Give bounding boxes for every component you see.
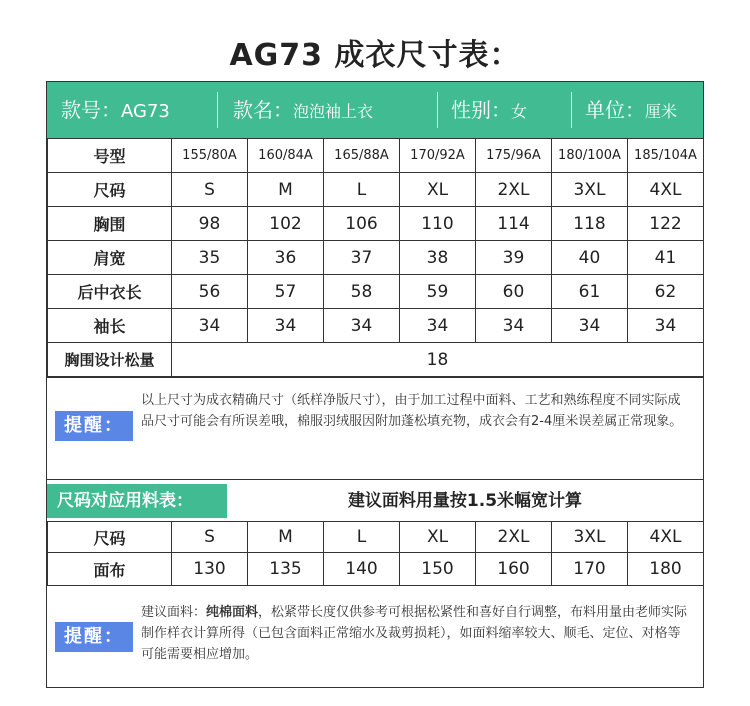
reminder-badge: 提醒： — [55, 411, 133, 441]
style-name — [233, 82, 373, 138]
style-name-label: 款名： — [233, 98, 293, 122]
fabric-cell: 150 — [400, 553, 476, 586]
fabric-cell: 180 — [628, 553, 704, 586]
style-no — [61, 82, 170, 138]
fabric-cell: 170 — [552, 553, 628, 586]
reminder-box — [47, 377, 703, 479]
header-divider — [571, 92, 572, 128]
size-cell: 3XL — [552, 173, 628, 207]
reminder-bold: 纯棉面料 — [206, 605, 259, 620]
table-cell: 37 — [324, 241, 400, 275]
info-header — [47, 82, 703, 138]
size-cell: 2XL — [476, 173, 552, 207]
table-row — [48, 309, 704, 343]
size-row — [48, 173, 704, 207]
fabric-size-cell: 3XL — [552, 522, 628, 553]
table-row — [48, 275, 704, 309]
unit — [585, 82, 677, 138]
fabric-value-row — [48, 553, 704, 586]
table-cell: 36 — [248, 241, 324, 275]
table-cell: 39 — [476, 241, 552, 275]
fabric-size-cell: XL — [400, 522, 476, 553]
reminder-text: 以上尺寸为成衣精确尺寸（纸样净版尺寸），由于加工过程中面料、工艺和熟练程度不同实际成品尺寸可能会有所误差哦，棉服羽绒服因附加蓬松填充物，成衣会有2-4厘米误差属正常现象。 — [141, 393, 683, 429]
fabric-size-row — [48, 522, 704, 553]
unit-label: 单位： — [585, 98, 645, 122]
table-cell: 102 — [248, 207, 324, 241]
table-cell: 34 — [400, 309, 476, 343]
table-row — [48, 241, 704, 275]
fabric-cell: 160 — [476, 553, 552, 586]
table-cell: 41 — [628, 241, 704, 275]
reminder-text — [141, 602, 693, 665]
gender — [451, 82, 527, 138]
size-chart-frame — [46, 81, 704, 688]
fabric-cell: 130 — [172, 553, 248, 586]
fabric-size-cell: L — [324, 522, 400, 553]
model-cell: 160/84A — [248, 139, 324, 173]
page-title: AG73 成衣尺寸表： — [229, 38, 521, 73]
ease-label: 胸围设计松量 — [48, 343, 172, 377]
gender-value: 女 — [511, 102, 528, 121]
model-cell: 165/88A — [324, 139, 400, 173]
table-cell: 34 — [552, 309, 628, 343]
table-cell: 40 — [552, 241, 628, 275]
fabric-section-bar — [47, 479, 703, 522]
reminder-prefix: 建议面料： — [141, 605, 207, 620]
table-cell: 122 — [628, 207, 704, 241]
table-cell: 114 — [476, 207, 552, 241]
table-cell: 57 — [248, 275, 324, 309]
table-cell: 59 — [400, 275, 476, 309]
fabric-label: 面布 — [48, 553, 172, 586]
table-cell: 61 — [552, 275, 628, 309]
fabric-size-cell: M — [248, 522, 324, 553]
table-cell: 34 — [172, 309, 248, 343]
size-cell: XL — [400, 173, 476, 207]
ease-row — [48, 343, 704, 377]
size-cell: 4XL — [628, 173, 704, 207]
size-table — [47, 138, 704, 377]
row-label: 后中衣长 — [48, 275, 172, 309]
row-label: 肩宽 — [48, 241, 172, 275]
table-cell: 60 — [476, 275, 552, 309]
header-divider — [437, 92, 438, 128]
table-cell: 118 — [552, 207, 628, 241]
row-label: 胸围 — [48, 207, 172, 241]
table-cell: 34 — [248, 309, 324, 343]
table-cell: 35 — [172, 241, 248, 275]
table-cell: 98 — [172, 207, 248, 241]
fabric-size-cell: 4XL — [628, 522, 704, 553]
table-row — [48, 207, 704, 241]
fabric-table — [47, 521, 704, 586]
fabric-cell: 140 — [324, 553, 400, 586]
table-cell: 110 — [400, 207, 476, 241]
size-cell: S — [172, 173, 248, 207]
table-cell: 56 — [172, 275, 248, 309]
fabric-section-label: 尺码对应用料表： — [47, 484, 227, 518]
model-cell: 180/100A — [552, 139, 628, 173]
fabric-size-label: 尺码 — [48, 522, 172, 553]
model-cell: 175/96A — [476, 139, 552, 173]
header-divider — [217, 92, 218, 128]
reminder-body: ，松紧带长度仅供参考可根据松紧性和喜好自行调整，布料用量由老师实际制作样衣计算所得（已包含面料正常缩水及裁剪损耗），如面料缩率较大、顺毛、定位、对格等可能需要相应增加。 — [141, 605, 688, 662]
fabric-cell: 135 — [248, 553, 324, 586]
table-cell: 62 — [628, 275, 704, 309]
table-cell: 34 — [628, 309, 704, 343]
reminder-box — [47, 585, 703, 687]
model-cell: 155/80A — [172, 139, 248, 173]
fabric-size-cell: 2XL — [476, 522, 552, 553]
style-no-value: AG73 — [121, 101, 170, 122]
ease-value: 18 — [172, 343, 704, 377]
row-label: 袖长 — [48, 309, 172, 343]
table-cell: 58 — [324, 275, 400, 309]
model-label: 号型 — [48, 139, 172, 173]
gender-label: 性别： — [451, 98, 511, 122]
fabric-section-title: 建议面料用量按1.5米幅宽计算 — [347, 491, 583, 511]
model-row — [48, 139, 704, 173]
model-cell: 185/104A — [628, 139, 704, 173]
size-cell: M — [248, 173, 324, 207]
reminder-badge: 提醒： — [55, 622, 133, 652]
table-cell: 106 — [324, 207, 400, 241]
unit-value: 厘米 — [645, 102, 678, 121]
style-no-label: 款号： — [61, 98, 121, 122]
fabric-size-cell: S — [172, 522, 248, 553]
table-cell: 34 — [476, 309, 552, 343]
style-name-value: 泡泡袖上衣 — [293, 102, 374, 121]
size-label: 尺码 — [48, 173, 172, 207]
model-cell: 170/92A — [400, 139, 476, 173]
table-cell: 34 — [324, 309, 400, 343]
size-cell: L — [324, 173, 400, 207]
table-cell: 38 — [400, 241, 476, 275]
